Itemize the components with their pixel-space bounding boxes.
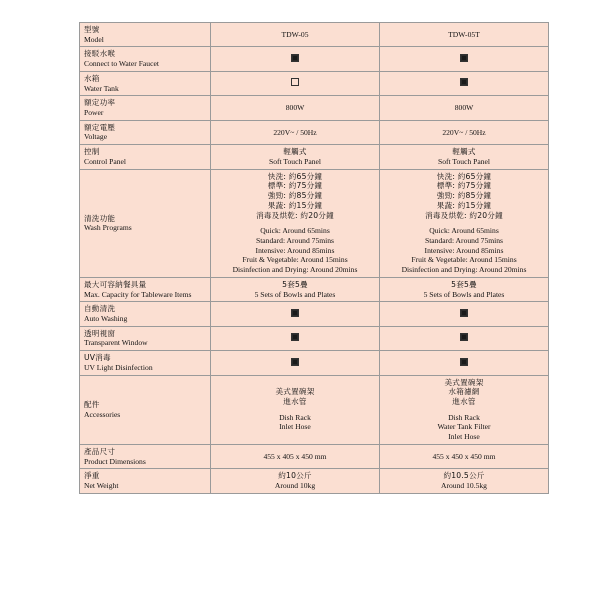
row-label-cn: UV消毒 bbox=[84, 353, 111, 363]
model-1-checkbox bbox=[291, 358, 299, 366]
row-label bbox=[80, 469, 211, 493]
row-label-cn: 額定電壓 bbox=[84, 122, 116, 132]
model-2-line: 強勁: 約85分鐘 bbox=[436, 191, 492, 201]
model-1-value bbox=[215, 30, 375, 40]
table-row bbox=[80, 302, 549, 326]
model-1-value bbox=[215, 103, 375, 113]
row-label bbox=[80, 326, 211, 350]
row-label bbox=[80, 120, 211, 144]
row-label-en: Connect to Water Faucet bbox=[84, 59, 159, 69]
model-2-line: 水箱濾網 bbox=[448, 387, 480, 397]
model-1-line: Around 10kg bbox=[274, 481, 316, 491]
cell-model-1 bbox=[211, 23, 380, 47]
cell-model-2 bbox=[380, 169, 549, 277]
row-label bbox=[80, 375, 211, 444]
model-1-line: Inlet Hose bbox=[279, 422, 311, 432]
cell-model-1 bbox=[211, 351, 380, 375]
model-2-value bbox=[384, 103, 544, 113]
model-2-line: 5 Sets of Bowls and Plates bbox=[423, 289, 505, 299]
cell-model-1 bbox=[211, 71, 380, 95]
model-1-line: 5套5疊 bbox=[282, 279, 308, 289]
model-1-checkbox bbox=[291, 78, 299, 86]
model-2-line: TDW-05T bbox=[448, 29, 480, 39]
specification-table bbox=[79, 22, 549, 494]
row-label bbox=[80, 444, 211, 468]
cell-model-2 bbox=[380, 302, 549, 326]
model-2-value bbox=[384, 452, 544, 462]
model-1-line: 220V~ / 50Hz bbox=[273, 127, 317, 137]
model-1-line: 進水管 bbox=[283, 397, 307, 406]
cell-model-1 bbox=[211, 47, 380, 71]
row-label bbox=[80, 23, 211, 47]
row-label-en: Control Panel bbox=[84, 156, 126, 166]
cell-model-1 bbox=[211, 96, 380, 120]
model-1-line: 標準: 約75分鐘 bbox=[267, 181, 323, 191]
cell-model-2 bbox=[380, 120, 549, 144]
model-1-value bbox=[215, 471, 375, 490]
model-1-value bbox=[215, 172, 375, 275]
row-label-cn: 水箱 bbox=[84, 73, 100, 83]
model-1-checkbox bbox=[291, 54, 299, 62]
cell-model-1 bbox=[211, 469, 380, 493]
row-label-en: Water Tank bbox=[84, 83, 119, 93]
table-row bbox=[80, 169, 549, 277]
model-2-value bbox=[384, 378, 544, 442]
model-1-line: Disinfection and Drying: Around 20mins bbox=[232, 265, 358, 275]
cell-model-2 bbox=[380, 351, 549, 375]
model-2-line: Soft Touch Panel bbox=[437, 156, 491, 166]
row-label-en: Power bbox=[84, 108, 104, 118]
model-2-line: Standard: Around 75mins bbox=[424, 235, 504, 245]
row-label-cn: 型號 bbox=[84, 25, 100, 34]
model-1-line: 強勁: 約85分鐘 bbox=[267, 191, 323, 201]
row-label-en: Voltage bbox=[84, 132, 108, 142]
model-1-line: Dish Rack bbox=[279, 412, 311, 422]
model-1-line: 約10公斤 bbox=[278, 471, 312, 481]
model-1-checkbox bbox=[291, 309, 299, 317]
table-body bbox=[80, 23, 549, 494]
row-label-cn: 產品尺寸 bbox=[84, 446, 116, 456]
model-2-value bbox=[384, 471, 544, 490]
table-row bbox=[80, 145, 549, 169]
row-label-en: Wash Programs bbox=[84, 223, 132, 233]
cell-model-1 bbox=[211, 145, 380, 169]
cell-model-1 bbox=[211, 326, 380, 350]
model-1-checkbox bbox=[291, 333, 299, 341]
model-2-value bbox=[384, 128, 544, 138]
model-2-value bbox=[384, 147, 544, 166]
cell-model-2 bbox=[380, 96, 549, 120]
row-label bbox=[80, 96, 211, 120]
cell-model-1 bbox=[211, 444, 380, 468]
model-2-line: 5套5疊 bbox=[451, 279, 477, 289]
cell-model-2 bbox=[380, 375, 549, 444]
model-1-line: Quick: Around 65mins bbox=[260, 226, 330, 236]
cell-model-2 bbox=[380, 23, 549, 47]
cell-model-1 bbox=[211, 120, 380, 144]
model-1-line: 果蔬: 約15分鐘 bbox=[267, 200, 323, 210]
row-label bbox=[80, 351, 211, 375]
model-1-line: Fruit & Vegetable: Around 15mins bbox=[242, 255, 348, 265]
table-row bbox=[80, 326, 549, 350]
model-2-line: Quick: Around 65mins bbox=[429, 226, 499, 236]
model-2-line: 輕觸式 bbox=[452, 147, 476, 157]
table-row bbox=[80, 120, 549, 144]
cell-model-2 bbox=[380, 277, 549, 301]
model-1-line: 美式置碗架 bbox=[275, 387, 315, 397]
row-label-cn: 控制 bbox=[84, 147, 100, 157]
cell-model-1 bbox=[211, 277, 380, 301]
row-label-cn: 淨重 bbox=[84, 471, 100, 481]
model-2-line: Dish Rack bbox=[448, 412, 480, 422]
model-2-line: 800W bbox=[454, 103, 474, 113]
row-label bbox=[80, 277, 211, 301]
model-1-value bbox=[215, 280, 375, 299]
model-1-line: Intensive: Around 85mins bbox=[255, 245, 335, 255]
cell-model-2 bbox=[380, 326, 549, 350]
table-row bbox=[80, 23, 549, 47]
row-label bbox=[80, 302, 211, 326]
model-1-line: TDW-05 bbox=[281, 29, 309, 39]
row-label bbox=[80, 47, 211, 71]
row-label bbox=[80, 169, 211, 277]
model-2-line: 220V~ / 50Hz bbox=[442, 127, 486, 137]
row-label-en: UV Light Disinfection bbox=[84, 362, 153, 372]
model-2-checkbox bbox=[460, 54, 468, 62]
model-1-line: Standard: Around 75mins bbox=[255, 235, 335, 245]
model-2-line: 美式置碗架 bbox=[444, 377, 484, 387]
model-1-value bbox=[215, 452, 375, 462]
model-1-line: 消毒及烘乾: 約20分鐘 bbox=[256, 210, 334, 220]
model-1-line: 5 Sets of Bowls and Plates bbox=[254, 289, 336, 299]
model-2-line: 進水管 bbox=[452, 397, 476, 406]
table-row bbox=[80, 469, 549, 493]
cell-model-1 bbox=[211, 169, 380, 277]
row-label-cn: 清洗功能 bbox=[84, 213, 116, 223]
model-1-line: 快洗: 約65分鐘 bbox=[267, 171, 323, 181]
model-1-line: Soft Touch Panel bbox=[268, 156, 322, 166]
cell-model-2 bbox=[380, 469, 549, 493]
model-2-line: Intensive: Around 85mins bbox=[424, 245, 504, 255]
model-1-value bbox=[215, 147, 375, 166]
model-2-checkbox bbox=[460, 78, 468, 86]
model-2-value bbox=[384, 280, 544, 299]
cell-model-1 bbox=[211, 302, 380, 326]
row-label-en: Auto Washing bbox=[84, 313, 128, 323]
row-label-en: Net Weight bbox=[84, 481, 119, 491]
table-row bbox=[80, 71, 549, 95]
model-2-value bbox=[384, 172, 544, 275]
row-label-cn: 自動清洗 bbox=[84, 304, 116, 314]
model-2-checkbox bbox=[460, 333, 468, 341]
table-row bbox=[80, 96, 549, 120]
row-label-en: Accessories bbox=[84, 409, 121, 419]
model-2-line: Inlet Hose bbox=[448, 432, 480, 442]
cell-model-2 bbox=[380, 444, 549, 468]
model-2-line: 455 x 450 x 450 mm bbox=[432, 451, 496, 461]
table-row bbox=[80, 375, 549, 444]
model-2-line: 消毒及烘乾: 約20分鐘 bbox=[425, 210, 503, 220]
row-label bbox=[80, 71, 211, 95]
table-row bbox=[80, 444, 549, 468]
cell-model-1 bbox=[211, 375, 380, 444]
row-label-cn: 最大可容納餐具量 bbox=[84, 279, 147, 289]
row-label-en: Product Dimensions bbox=[84, 456, 146, 466]
model-2-line: 約10.5公斤 bbox=[443, 471, 485, 481]
model-2-checkbox bbox=[460, 358, 468, 366]
model-2-line: Water Tank Filter bbox=[437, 422, 491, 432]
row-label-en: Model bbox=[84, 34, 104, 44]
row-label bbox=[80, 145, 211, 169]
model-2-value bbox=[384, 30, 544, 40]
table-row bbox=[80, 277, 549, 301]
model-1-line: 455 x 405 x 450 mm bbox=[263, 451, 327, 461]
model-2-line: 快洗: 約65分鐘 bbox=[436, 171, 492, 181]
model-1-value bbox=[215, 387, 375, 432]
model-1-line: 輕觸式 bbox=[283, 147, 307, 157]
table-row bbox=[80, 351, 549, 375]
row-label-cn: 額定功率 bbox=[84, 98, 116, 108]
row-label-cn: 接駁水喉 bbox=[84, 49, 116, 59]
row-label-cn: 配件 bbox=[84, 400, 100, 409]
cell-model-2 bbox=[380, 71, 549, 95]
cell-model-2 bbox=[380, 47, 549, 71]
model-2-checkbox bbox=[460, 309, 468, 317]
model-2-line: 果蔬: 約15分鐘 bbox=[436, 200, 492, 210]
model-2-line: Fruit & Vegetable: Around 15mins bbox=[411, 255, 517, 265]
row-label-en: Max. Capacity for Tableware Items bbox=[84, 289, 192, 299]
row-label-cn: 透明視窗 bbox=[84, 328, 116, 338]
model-2-line: Disinfection and Drying: Around 20mins bbox=[401, 265, 527, 275]
model-1-value bbox=[215, 128, 375, 138]
row-label-en: Transparent Window bbox=[84, 338, 148, 348]
cell-model-2 bbox=[380, 145, 549, 169]
model-1-line: 800W bbox=[285, 103, 305, 113]
model-2-line: 標準: 約75分鐘 bbox=[436, 181, 492, 191]
table-row bbox=[80, 47, 549, 71]
model-2-line: Around 10.5kg bbox=[441, 481, 487, 491]
